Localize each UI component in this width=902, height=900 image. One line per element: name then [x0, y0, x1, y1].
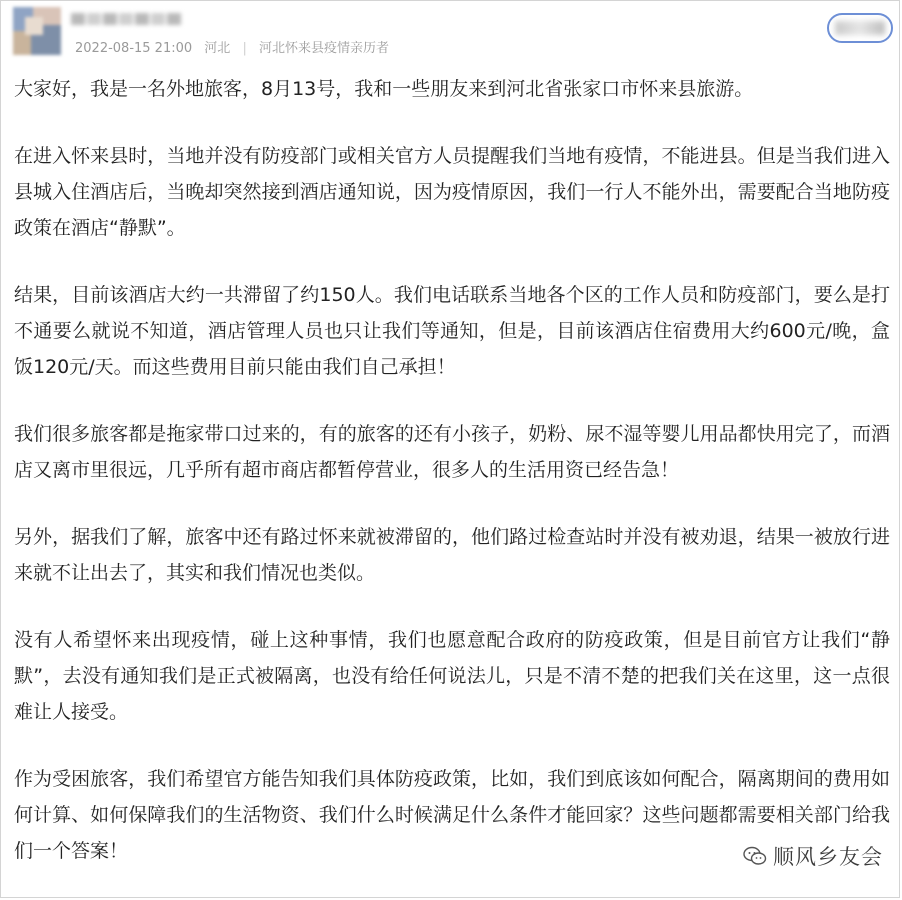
post-paragraph: 没有人希望怀来出现疫情，碰上这种事情，我们也愿意配合政府的防疫政策，但是目前官方让我们“静默”，去没有通知我们是正式被隔离，也没有给任何说法儿，只是不清不楚的把我们关在这里，这一点很难让人接受。	[14, 629, 890, 723]
post-header	[13, 7, 893, 59]
avatar[interactable]	[13, 7, 61, 55]
post-meta	[75, 37, 397, 56]
post-paragraph: 我们很多旅客都是拖家带口过来的，有的旅客的还有小孩子，奶粉、尿不湿等婴儿用品都快用完了，而酒店又离市里很远，几乎所有超市商店都暂停营业，很多人的生活用资已经告急！	[14, 423, 890, 481]
post-paragraph: 大家好，我是一名外地旅客，8月13号，我和一些朋友来到河北省张家口市怀来县旅游。	[14, 78, 754, 100]
meta-divider: |	[242, 41, 247, 56]
wechat-icon	[743, 845, 767, 867]
post-paragraph: 作为受困旅客，我们希望官方能告知我们具体防疫政策，比如，我们到底该如何配合，隔离期间的费用如何计算、如何保障我们的生活物资、我们什么时候满足什么条件才能回家？这些问题都需要相关部门给我们一个答案！	[14, 768, 890, 862]
follow-button[interactable]	[827, 13, 893, 43]
post-location: 河北	[204, 41, 231, 56]
watermark-text: 顺风乡友会	[773, 845, 883, 869]
author-tag: 河北怀来县疫情亲历者	[258, 41, 389, 56]
post-paragraph: 另外，据我们了解，旅客中还有路过怀来就被滞留的，他们路过检查站时并没有被劝退，结果一被放行进来就不让出去了，其实和我们情况也类似。	[14, 526, 890, 584]
post-paragraph: 结果，目前该酒店大约一共滞留了约150人。我们电话联系当地各个区的工作人员和防疫部门，要么是打不通要么就说不知道，酒店管理人员也只让我们等通知，但是，目前该酒店住宿费用大约600元/晚，盒饭120元/天。而这些费用目前只能由我们自己承担！	[14, 284, 890, 378]
watermark	[739, 839, 887, 873]
post-paragraph: 在进入怀来县时，当地并没有防疫部门或相关官方人员提醒我们当地有疫情，不能进县。但是当我们进入县城入住酒店后，当晚却突然接到酒店通知说，因为疫情原因，我们一行人不能外出，需要配合当地防疫政策在酒店“静默”。	[14, 145, 890, 239]
username-blurred[interactable]	[71, 13, 181, 27]
post-date: 2022-08-15 21:00	[75, 41, 193, 56]
post-body	[14, 71, 890, 900]
